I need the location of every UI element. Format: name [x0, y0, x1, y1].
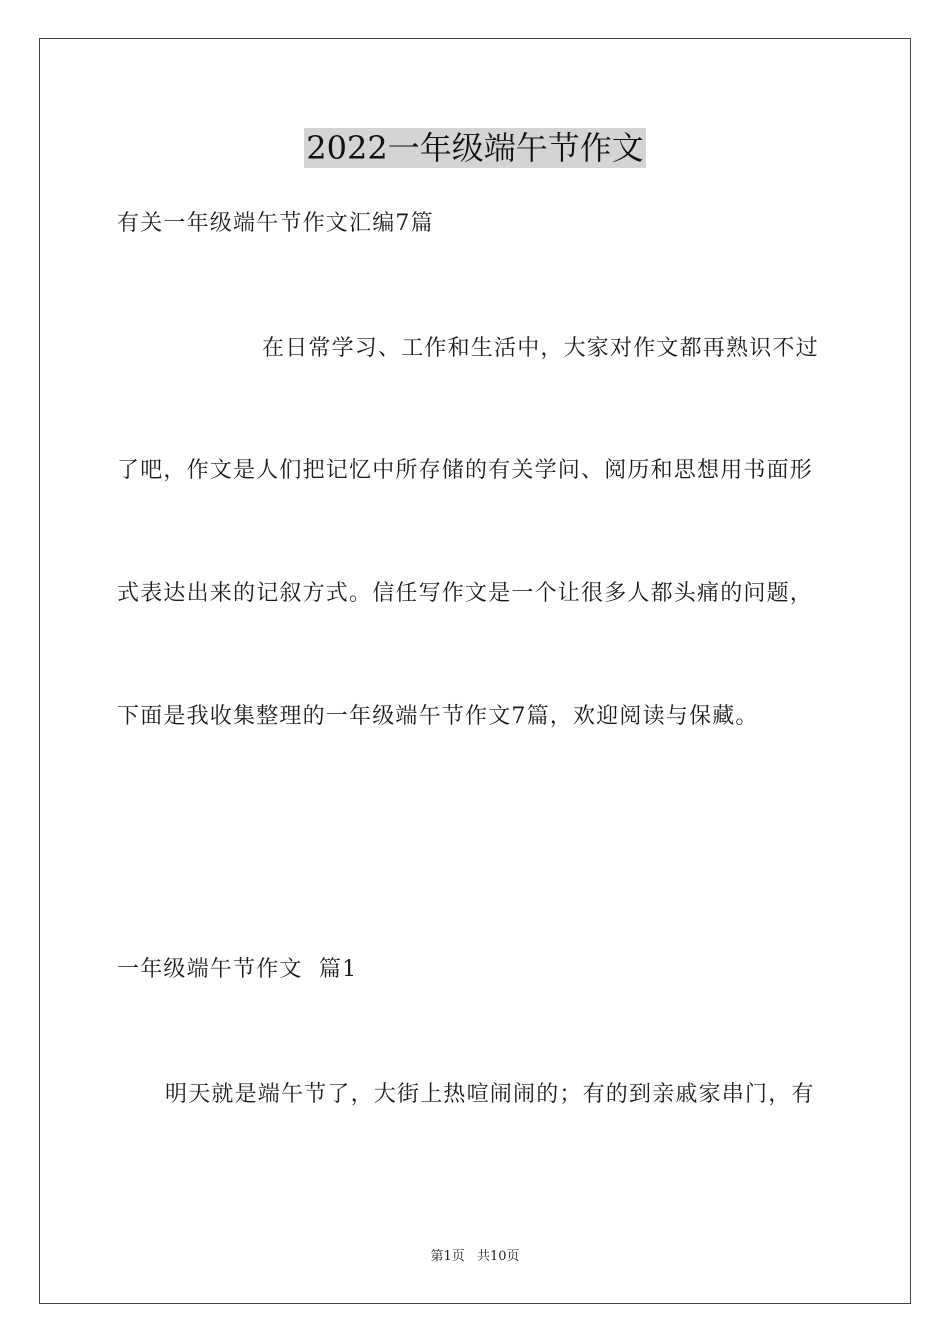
- section-paragraph-line-1: 明天就是端午节了，大街上热喧闹闹的；有的到亲戚家串门，有: [165, 1082, 815, 1107]
- intro-line-4: 下面是我收集整理的一年级端午节作文7篇，欢迎阅读与保藏。: [117, 704, 759, 729]
- page-total: 共10页: [476, 1249, 520, 1264]
- document-subtitle: 有关一年级端午节作文汇编7篇: [117, 211, 434, 236]
- title-container: [0, 128, 950, 168]
- section-heading: 一年级端午节作文 篇1: [117, 957, 358, 982]
- document-title: 2022一年级端午节作文: [306, 129, 644, 167]
- intro-line-3: 式表达出来的记叙方式。信任写作文是一个让很多人都头痛的问题，: [117, 581, 814, 606]
- intro-line-1: 在日常学习、工作和生活中，大家对作文都再熟识不过: [262, 336, 819, 361]
- page-number: 第1页: [430, 1249, 465, 1264]
- page-footer: [0, 1248, 950, 1266]
- intro-line-2: 了吧，作文是人们把记忆中所存储的有关学问、阅历和思想用书面形: [117, 458, 814, 483]
